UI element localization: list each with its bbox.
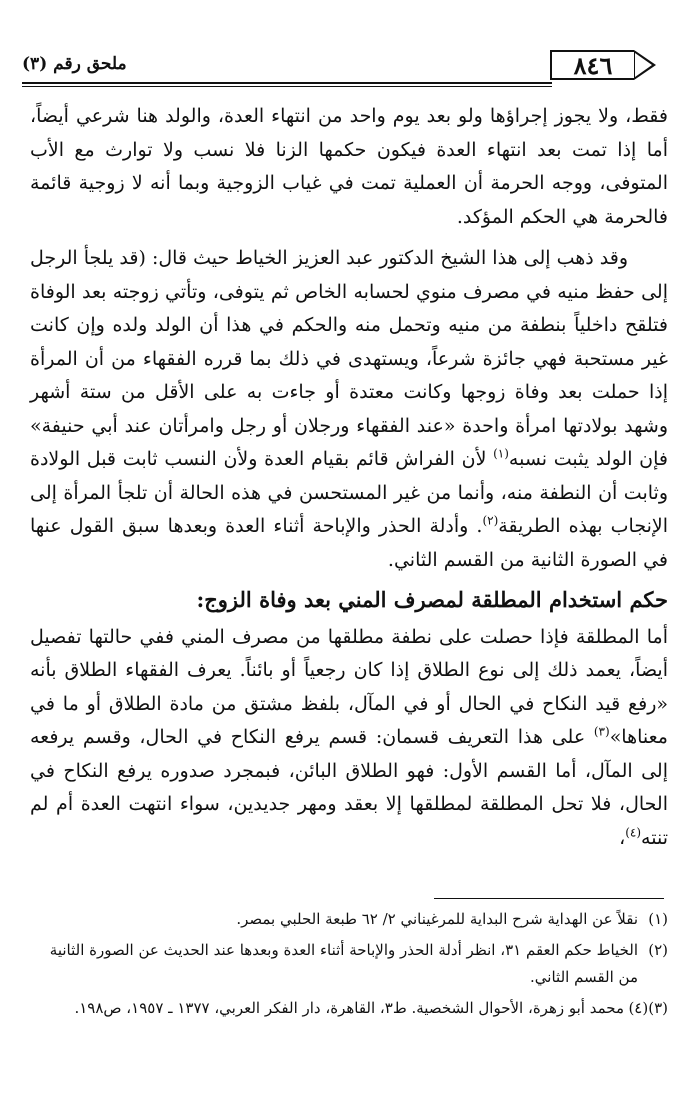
appendix-title: ملحق رقم (٣) — [22, 54, 127, 74]
footnote-separator — [434, 898, 664, 899]
page-number: ٨٤٦ — [550, 50, 634, 80]
body-text — [30, 100, 668, 855]
paragraph-2 — [30, 242, 668, 577]
header-rule-thin — [22, 86, 552, 87]
paragraph-2-part-c: . وأدلة الحذر والإباحة أثناء العدة وبعدها سبق القول عنها في الصورة الثانية من القسم الثاني. — [30, 515, 668, 571]
header-rule — [22, 82, 552, 84]
paragraph-3 — [30, 621, 668, 856]
footnote-text: محمد أبو زهرة، الأحوال الشخصية. ط٣، القاهرة، دار الفكر العربي، ١٣٧٧ ـ ١٩٥٧، ص١٩٨. — [74, 999, 624, 1017]
paragraph-1: فقط، ولا يجوز إجراؤها ولو بعد يوم واحد من انتهاء العدة، والولد هنا شرعي أيضاً، أما إذا تمت بعد انتهاء العدة فيكون حكمها الزنا فلا نسب ولا توارث مع الأب المتوفى، ووجه الحرمة أن العملية تمت في غياب الزوجية وبما أنه لا زوجية قائمة فالحرمة هي الحكم المؤكد. — [30, 105, 668, 228]
footnote-ref-1: (١) — [493, 446, 509, 461]
footnote-2 — [30, 937, 668, 991]
paragraph-3-part-a: أما المطلقة فإذا حصلت على نطفة مطلقها من مصرف المني ففي حالتها تفصيل أيضاً، يعمد ذلك إلى نوع الطلاق إذا كان رجعياً أو بائناً. يعرف الفقهاء الطلاق بأنه «رفع قيد النكاح في الحال أو في المآل، بلفظ مشتق من مادة الطلاق أو ما في معناها» — [30, 625, 668, 748]
footnote-1 — [30, 906, 668, 933]
footnote-number: (١) — [648, 910, 668, 928]
footnote-ref-3: (٣) — [593, 724, 610, 739]
footnote-ref-4: (٤) — [625, 825, 642, 840]
page-header — [22, 50, 662, 90]
paragraph-2-part-b: لأن الفراش قائم بقيام العدة ولأن النسب ثابت قبل الولادة وثابت أن النطفة منه، وأنما من غير المستحسن في هذه الحالة أن تلجأ المرأة إلى الإنجاب بهذه الطريقة — [30, 448, 669, 537]
paragraph-2-part-a: وقد ذهب إلى هذا الشيخ الدكتور عبد العزيز الخياط حيث قال: (قد يلجأ الرجل إلى حفظ منيه في مصرف منوي لحسابه الخاص ثم يتوفى، وتأتي زوجته بعد الوفاة فتلقح داخلياً بنطفة من منيه وتحمل منه والحكم في هذا أن الولد ولده وإن كانت غير مستحبة فهي جائزة شرعاً، ويستهدى في ذلك بما قرره الفقهاء من أن المرأة إذا حملت بعد وفاة زوجها وكانت معتدة أو جاءت به على الأقل من ستة أشهر وشهد بولادتها امرأة واحدة «عند الفقهاء ورجلان أو رجل وامرأتان عند أبي حنيفة» فإن الولد يثبت نسبه — [30, 247, 668, 470]
footnote-3-4 — [30, 995, 668, 1022]
section-heading: حكم استخدام المطلقة لمصرف المني بعد وفاة الزوج: — [196, 587, 668, 612]
paragraph-3-part-b: على هذا التعريف قسمان: قسم يرفع النكاح في الحال، وقسم يرفعه إلى المآل، أما القسم الأول: فهو الطلاق البائن، فبمجرد صدوره يرفع النكاح في الحال، فلا تحل المطلقة لمطلقها إلا بعقد ومهر جديدين، سواء انتهت العدة أم لم تنته — [30, 726, 668, 849]
footnote-text: نقلاً عن الهداية شرح البداية للمرغيناني ٢/ ٦٢ طبعة الحلبي بمصر. — [236, 910, 638, 928]
footnotes — [30, 906, 668, 1026]
footnote-number: (٣)(٤) — [628, 999, 668, 1017]
footnote-text: الخياط حكم العقم ٣١، انظر أدلة الحذر والإباحة أثناء العدة وبعدها عند الحديث عن الصورة الثانية من القسم الثاني. — [49, 941, 638, 986]
footnote-number: (٢) — [648, 941, 668, 959]
paragraph-3-part-c: ، — [619, 826, 626, 849]
footnote-ref-2: (٢) — [482, 513, 499, 528]
